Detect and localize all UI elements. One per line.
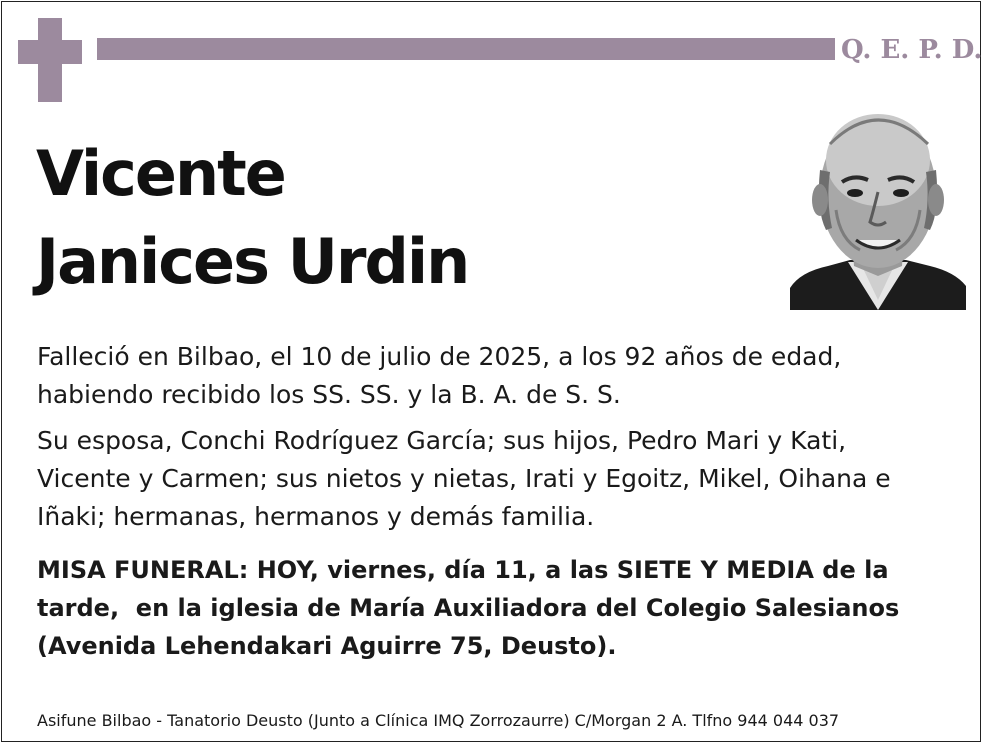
funeral-home-info: Asifune Bilbao - Tanatorio Deusto (Junto a Clínica IMQ Zorrozaurre) C/Morgan 2 A. Tlfno 944 044 037: [37, 711, 840, 730]
family-line: Vicente y Carmen; sus nietos y nietas, Irati y Egoitz, Mikel, Oihana e: [37, 464, 891, 493]
death-notice: [37, 338, 841, 414]
death-notice-line: habiendo recibido los SS. SS. y la B. A. de S. S.: [37, 380, 621, 409]
family-line: Su esposa, Conchi Rodríguez García; sus hijos, Pedro Mari y Kati,: [37, 426, 847, 455]
family-list: [37, 422, 891, 536]
deceased-first-name: Vicente: [36, 137, 285, 210]
deceased-name: [36, 130, 468, 306]
funeral-line: MISA FUNERAL: HOY, viernes, día 11, a las SIETE Y MEDIA de la: [37, 556, 889, 584]
family-line: Iñaki; hermanas, hermanos y demás familia.: [37, 502, 595, 531]
cross-horizontal-bar: [18, 40, 82, 64]
qepd-label: Q. E. P. D.: [841, 35, 983, 65]
funeral-line: tarde, en la iglesia de María Auxiliadora del Colegio Salesianos: [37, 594, 900, 622]
death-notice-line: Falleció en Bilbao, el 10 de julio de 2025, a los 92 años de edad,: [37, 342, 842, 371]
deceased-surnames: Janices Urdin: [36, 225, 469, 298]
funeral-line: (Avenida Lehendakari Aguirre 75, Deusto).: [37, 632, 617, 660]
header-rule: [97, 38, 835, 60]
funeral-mass-notice: [37, 551, 899, 665]
portrait-photo: [790, 100, 966, 310]
